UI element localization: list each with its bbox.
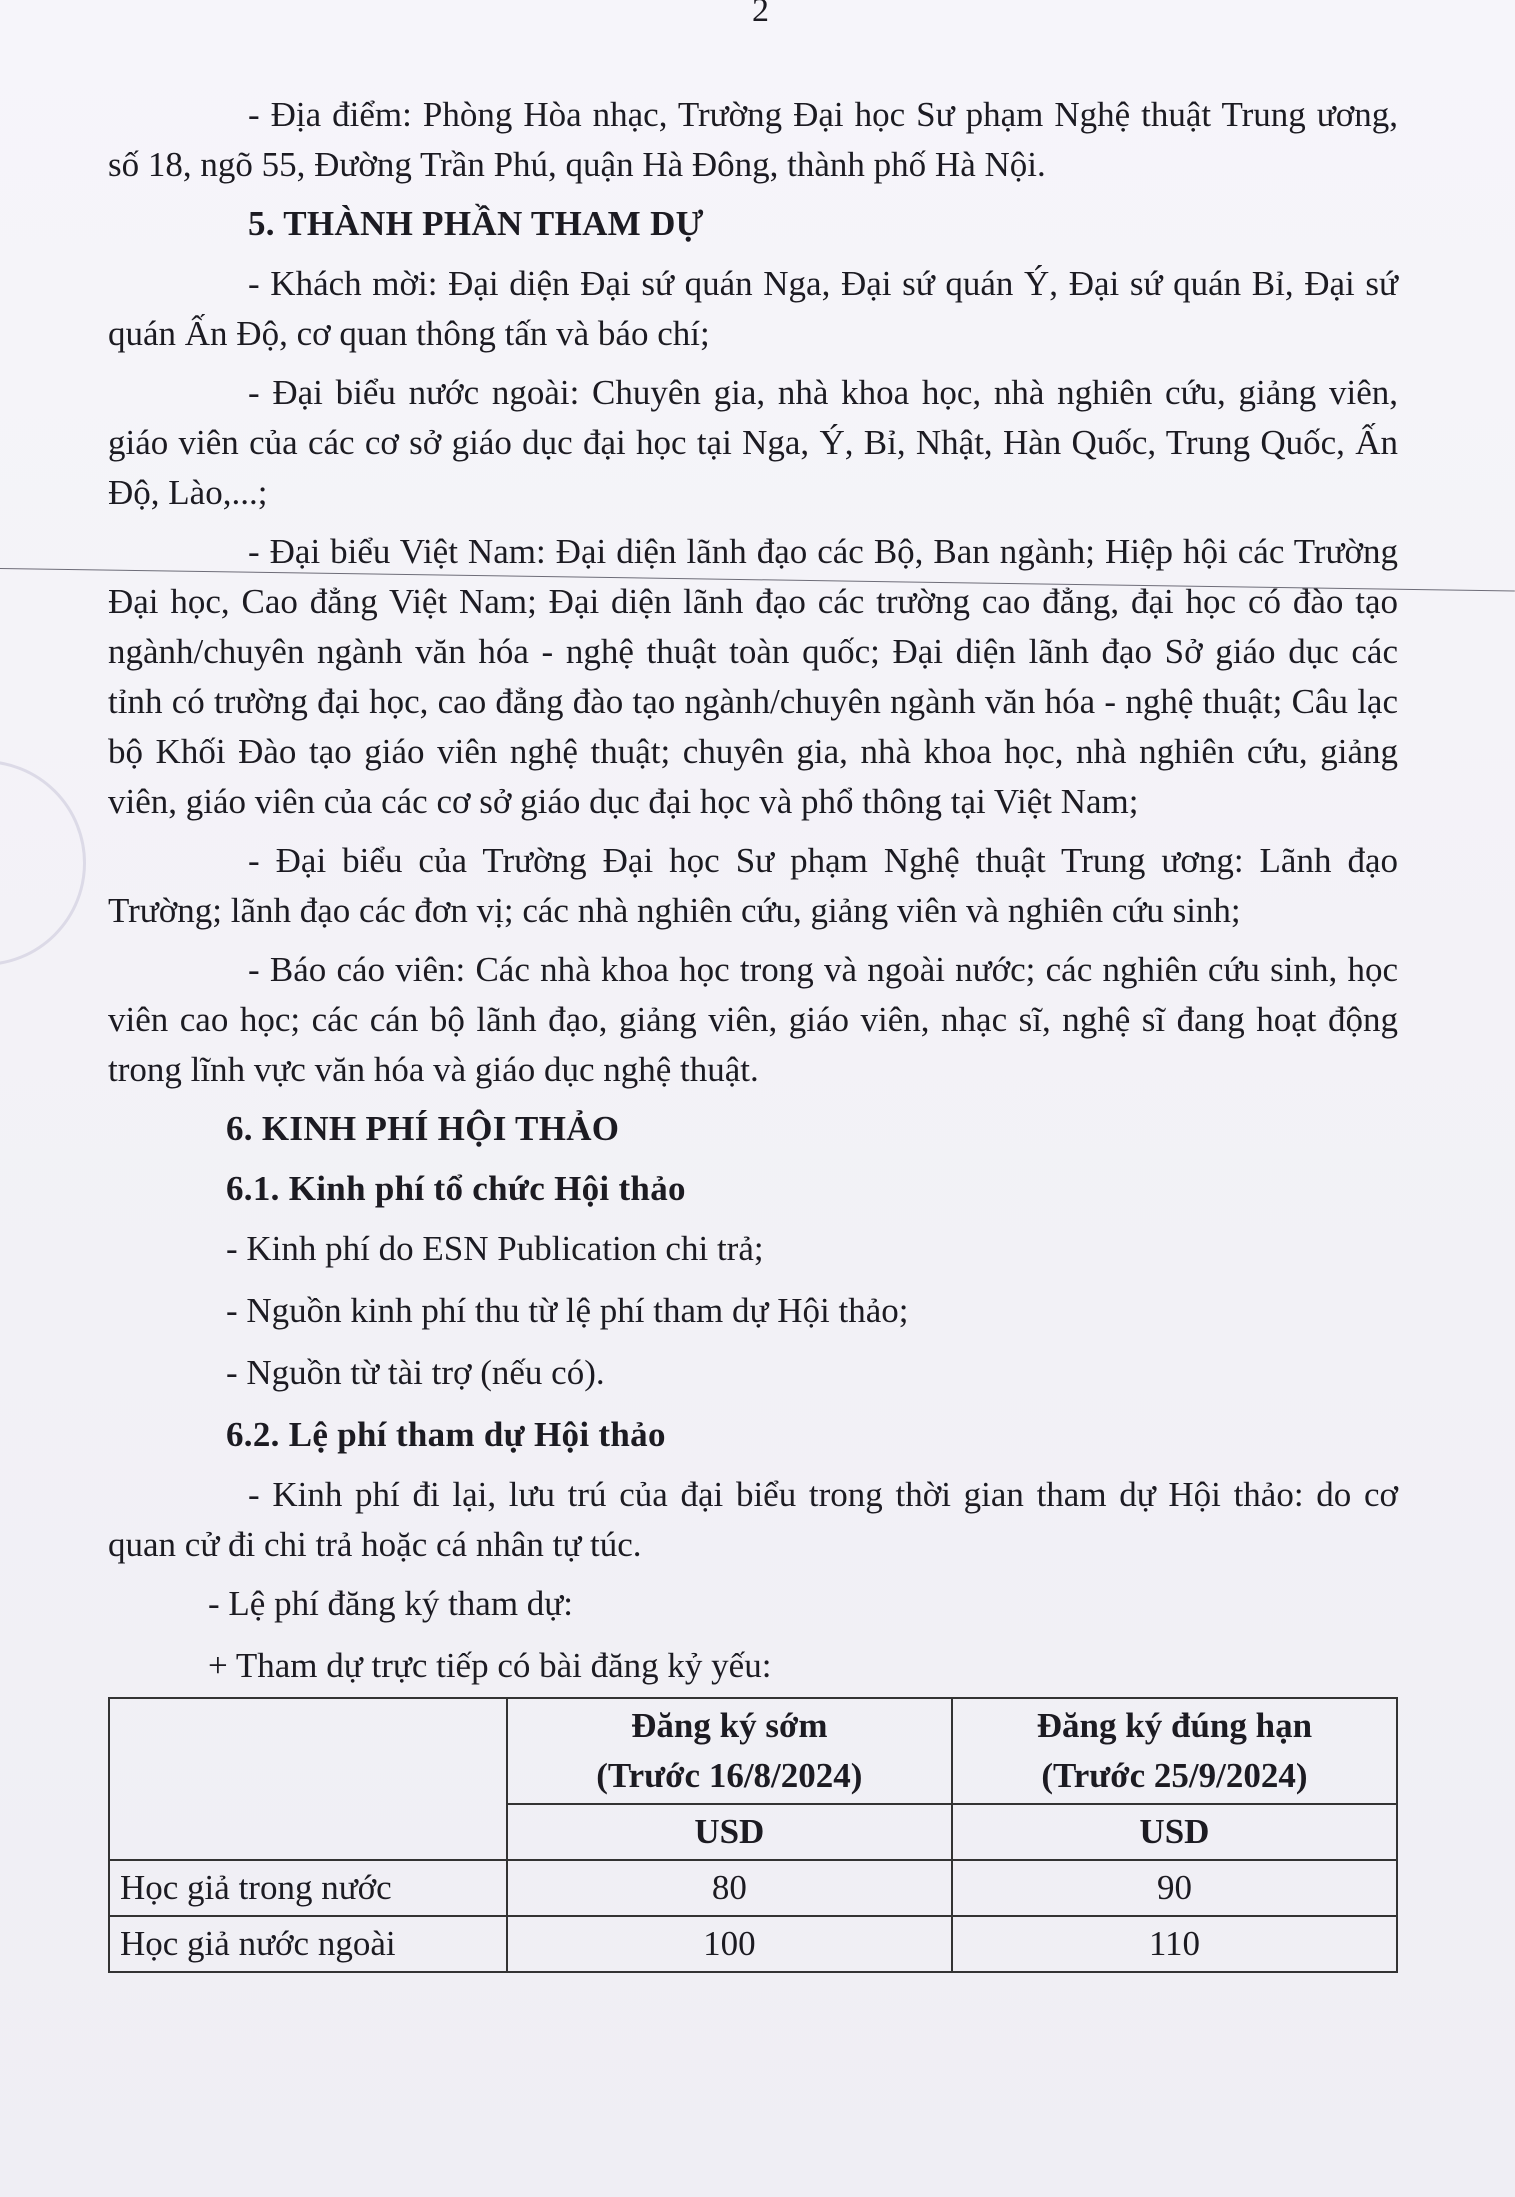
vietnam-delegates-paragraph: - Đại biểu Việt Nam: Đại diện lãnh đạo các Bộ, Ban ngành; Hiệp hội các Trường Đại học, Cao đẳng Việt Nam; Đại diện lãnh đạo các trường cao đẳng, đại học có đào tạo ngành/chuyên ngành văn hóa - nghệ thuật toàn quốc; Đại diện lãnh đạo Sở giáo dục các tỉnh có trường đại học, cao đẳng đào tạo ngành/chuyên ngành văn hóa - nghệ thuật; Câu lạc bộ Khối Đào tạo giáo viên nghệ thuật; chuyên gia, nhà khoa học, nhà nghiên cứu, giảng viên, giáo viên của các cơ sở giáo dục đại học và phổ thông tại Việt Nam;: [108, 532, 1398, 821]
foreign-delegates-paragraph: - Đại biểu nước ngoài: Chuyên gia, nhà khoa học, nhà nghiên cứu, giảng viên, giáo viên của các cơ sở giáo dục đại học tại Nga, Ý, Bỉ, Nhật, Hàn Quốc, Trung Quốc, Ấn Độ, Lào,...;: [108, 373, 1398, 512]
university-delegates-paragraph: - Đại biểu của Trường Đại học Sư phạm Nghệ thuật Trung ương: Lãnh đạo Trường; lãnh đạo các đơn vị; các nhà nghiên cứu, giảng viên và nghiên cứu sinh;: [108, 841, 1398, 930]
currency-ontime: USD: [952, 1804, 1397, 1860]
row-label: Học giả nước ngoài: [109, 1916, 507, 1972]
early-registration-title: Đăng ký sớm: [631, 1706, 828, 1745]
fee-label: - Lệ phí đăng ký tham dự:: [208, 1584, 574, 1623]
early-fee: 80: [507, 1860, 952, 1916]
funding-item-1: - Kinh phí do ESN Publication chi trả;: [226, 1229, 764, 1268]
ontime-registration-header: [952, 1698, 1397, 1804]
funding-item-3: - Nguồn từ tài trợ (nếu có).: [226, 1353, 605, 1392]
travel-paragraph: - Kinh phí đi lại, lưu trú của đại biểu trong thời gian tham dự Hội thảo: do cơ quan cử đi chi trả hoặc cá nhân tự túc.: [108, 1475, 1398, 1564]
fee-table-empty-header: [109, 1698, 507, 1860]
ontime-registration-date: (Trước 25/9/2024): [1041, 1756, 1308, 1795]
fee-subitem: + Tham dự trực tiếp có bài đăng kỷ yếu:: [208, 1646, 772, 1685]
ontime-fee: 90: [952, 1860, 1397, 1916]
section-5-title: 5. THÀNH PHẦN THAM DỰ: [248, 204, 704, 243]
section-6-title: 6. KINH PHÍ HỘI THẢO: [226, 1109, 620, 1148]
fee-table-header-row: [109, 1698, 1397, 1804]
currency-early: USD: [507, 1804, 952, 1860]
faint-stamp: [0, 760, 86, 966]
speakers-paragraph: - Báo cáo viên: Các nhà khoa học trong và ngoài nước; các nghiên cứu sinh, học viên cao học; các cán bộ lãnh đạo, giảng viên, giáo viên, nhạc sĩ, nghệ sĩ đang hoạt động trong lĩnh vực văn hóa và giáo dục nghệ thuật.: [108, 950, 1398, 1089]
page-number: 2: [752, 0, 769, 29]
section-6-2-title: 6.2. Lệ phí tham dự Hội thảo: [226, 1415, 666, 1454]
early-registration-header: [507, 1698, 952, 1804]
table-row: [109, 1916, 1397, 1972]
early-registration-date: (Trước 16/8/2024): [596, 1756, 863, 1795]
ontime-registration-title: Đăng ký đúng hạn: [1036, 1706, 1313, 1745]
row-label: Học giả trong nước: [109, 1860, 507, 1916]
location-paragraph: - Địa điểm: Phòng Hòa nhạc, Trường Đại học Sư phạm Nghệ thuật Trung ương, số 18, ngõ 55, Đường Trần Phú, quận Hà Đông, thành phố Hà Nội.: [108, 95, 1398, 184]
section-6-1-title: 6.1. Kinh phí tổ chức Hội thảo: [226, 1169, 686, 1208]
document-body: [108, 90, 1398, 1973]
fee-table: [108, 1697, 1398, 1973]
ontime-fee: 110: [952, 1916, 1397, 1972]
guests-paragraph: - Khách mời: Đại diện Đại sứ quán Nga, Đại sứ quán Ý, Đại sứ quán Bỉ, Đại sứ quán Ấn Độ, cơ quan thông tấn và báo chí;: [108, 264, 1398, 353]
funding-item-2: - Nguồn kinh phí thu từ lệ phí tham dự Hội thảo;: [226, 1291, 909, 1330]
early-fee: 100: [507, 1916, 952, 1972]
table-row: [109, 1860, 1397, 1916]
